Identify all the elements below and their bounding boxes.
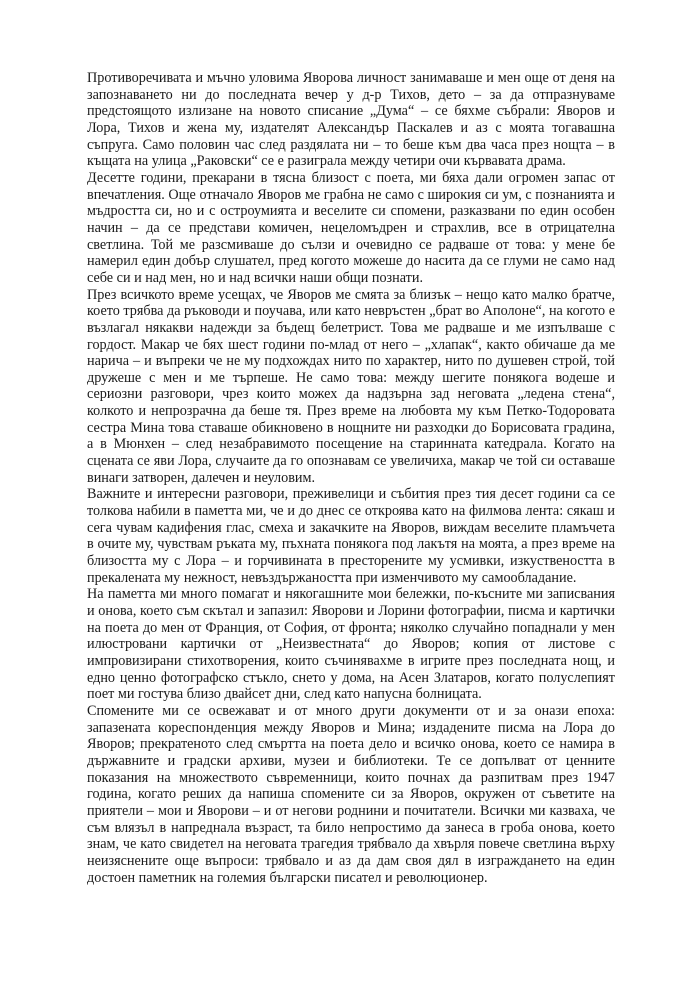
paragraph-3: През всичкото време усещах, че Яворов ме смята за близък – нещо като малко братче, което трябва да ръководи и поучава, или като невръстен „брат во Аполоне“, на когото е възлагал някакви надежди за бъдещ белетрист. Това ме радваше и ме изпълваше с гордост. Макар че бях шест години по-млад от него – „хлапак“, както обичаше да ме нарича – и въпреки че не му подхождах нито по характер, нито по душевен строй, той дружеше с мен и ме търпеше. Не само това: между шегите понякога водеше и сериозни разговори, чрез които можех да надзърна зад неговата „ледена стена“, колкото и непрозрачна да беше тя. През време на любовта му към Петко-Тодоровата сестра Мина това ставаше обикновено в нощните ни разходки до Борисовата градина, а в Мюнхен – след незабравимото посещение на старинната катедрала. Когато на сцената се яви Лора, случаите да го опознавам се увеличиха, макар че той си оставаше винаги затворен, далечен и неуловим. <box>87 286 615 486</box>
paragraph-1: Противоречивата и мъчно уловима Яворова личност занимаваше и мен още от деня на запознаването ни до последната вечер у д-р Тихов, дето – за да отпразнуваме предстоящото излизане на новото списание „Дума“ – се бяхме събрали: Яворов и Лора, Тихов и жена му, издателят Александър Паскалев и аз с моята тогавашна съпруга. Само половин час след раздялата ни – то беше към два часа през нощта – в къщата на улица „Раковски“ се е разиграла между четири очи кървавата драма. <box>87 70 615 170</box>
memoir-text-body <box>87 70 615 886</box>
paragraph-5: На паметта ми много помагат и някогашните мои бележки, по-късните ми записвания и онова, което съм скътал и запазил: Яворови и Лорини фотографии, писма и картички на поета до мен от Франция, от София, от фронта; няколко случайно попаднали у мен илюстровани картички от „Неизвестната“ до Яворов; копия от листове с импровизирани стихотворения, които съчинявахме в игрите през последната нощ, и едно ценно фотографско стъкло, снето у дома, на Асен Златаров, когато полуслепият поет ми гостува близо двайсет дни, след като напусна болницата. <box>87 586 615 703</box>
paragraph-2: Десетте години, прекарани в тясна близост с поета, ми бяха дали огромен запас от впечатления. Още отначало Яворов ме грабна не само с широкия си ум, с познанията и мъдростта си, но и с остроумията и веселите си спомени, разказвани по един особен начин – да се представи комичен, нецеломъдрен и страхлив, все в отрицателна светлина. Той ме разсмиваше до сълзи и очевидно се радваше от това: у мене бе намерил един добър слушател, пред когото можеше до насита да се глуми не само над себе си и над мен, но и над всички наши общи познати. <box>87 169 615 286</box>
paragraph-6: Спомените ми се освежават и от много други документи от и за онази епоха: запазената кореспонденция между Яворов и Мина; издадените писма на Лора до Яворов; прекратеното след смъртта на поета дело и всичко онова, което се намира в държавните и градски архиви, музеи и библиотеки. Те се допълват от ценните показания на множеството съвременници, които почнах да разпитвам през 1947 година, когато реших да напиша спомените си за Яворов, окружен от съветите на приятели – мои и Яворови – и от негови роднини и почитатели. Всички ми казваха, че съм влязъл в напреднала възраст, та било непростимо да занеса в гроба онова, което знам, че като свидетел на неговата трагедия трябвало да хвърля повече светлина върху неизяснените още въпроси: трябвало и аз да дам своя дял в изграждането на един достоен паметник на големия български писател и революционер. <box>87 702 615 886</box>
paragraph-4: Важните и интересни разговори, преживелици и събития през тия десет години са се толкова набили в паметта ми, че и до днес се откроява като на филмова лента: сякаш и сега чувам кадифения глас, смеха и закачките на Яворов, виждам веселите пламъчета в очите му, чувствам ръката му, пъхната понякога под лакътя на моята, а през време на близостта му с Лора – и горчивината в престорените му усмивки, изкуствеността в прекалената му нежност, невъздържаността при изменчивото му самообладание. <box>87 486 615 586</box>
